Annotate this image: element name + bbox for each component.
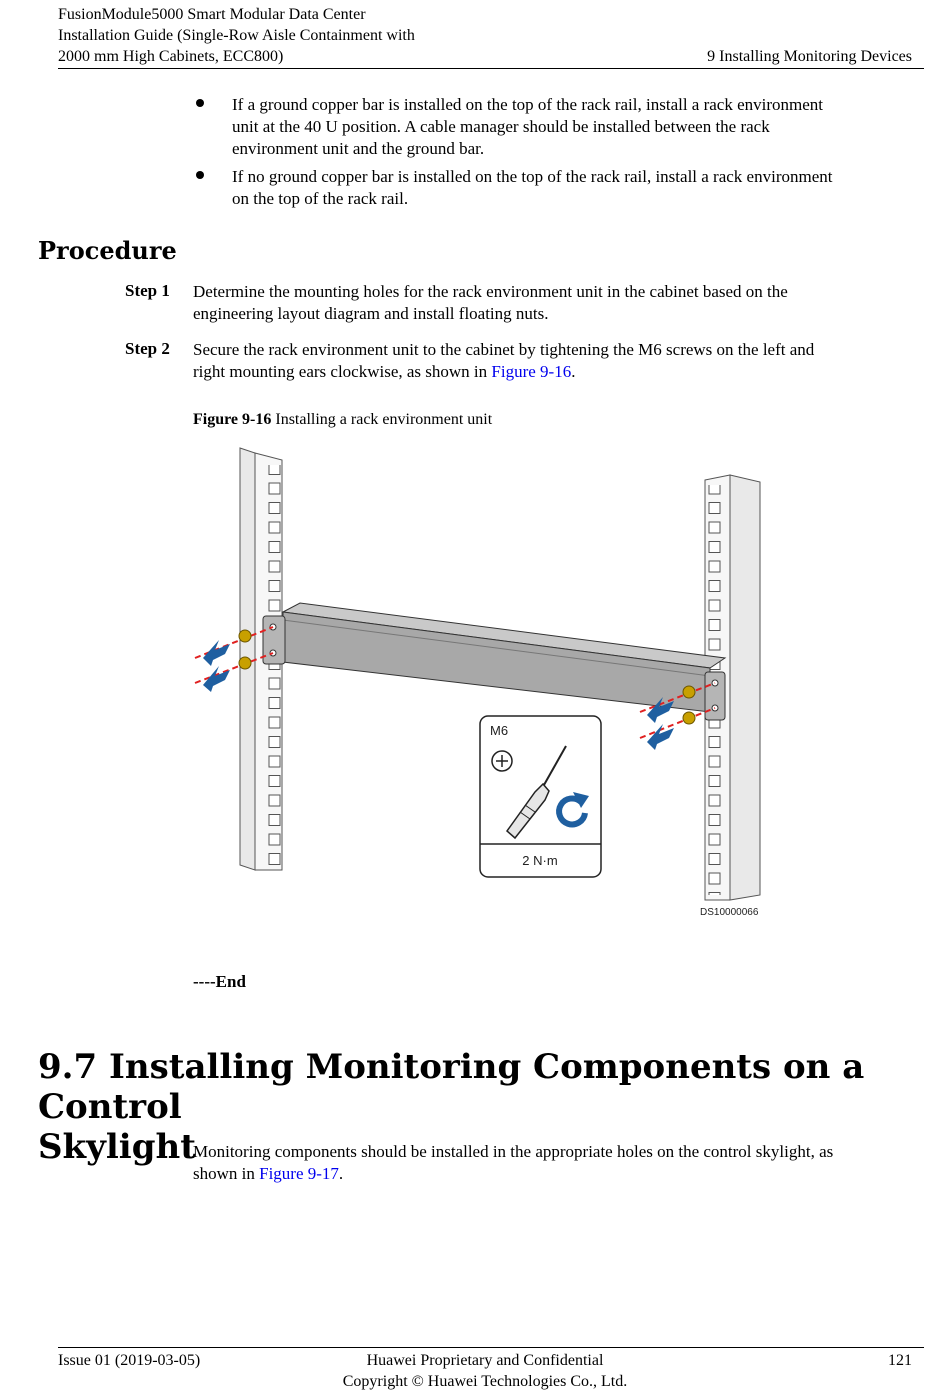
torque-label: 2 N·m [522, 853, 558, 868]
step-2-line-1: Secure the rack environment unit to the cabinet by tightening the M6 screws on the left and [193, 340, 815, 359]
step-1-label: Step 1 [125, 281, 170, 300]
bullet-2-line-1: If no ground copper bar is installed on the top of the rack rail, install a rack environment [232, 167, 833, 186]
rack-environment-unit [263, 603, 725, 720]
footer-copyright: Copyright © Huawei Technologies Co., Ltd. [342, 1373, 628, 1390]
figure-caption [193, 411, 492, 429]
footer-center [0, 1350, 950, 1392]
step-2-line-2-text: right mounting ears clockwise, as shown in [193, 362, 492, 381]
bullet-item-2 [232, 166, 922, 210]
figure-9-16-link[interactable]: Figure 9-16 [491, 362, 572, 381]
bullet-dot [196, 171, 204, 179]
left-arrows [203, 640, 230, 692]
bullet-2-line-2: on the top of the rack rail. [232, 189, 409, 208]
footer-issue: Issue 01 (2019-03-05) [58, 1352, 201, 1369]
rack-installation-figure [185, 440, 785, 925]
screw-size-label: M6 [490, 723, 509, 738]
step-2-line-2-period: . [571, 362, 576, 381]
step-1-line-1: Determine the mounting holes for the rack environment unit in the cabinet based on the [193, 282, 788, 301]
footer-rule [58, 1347, 924, 1348]
step-1-line-2: engineering layout diagram and install floating nuts. [193, 304, 549, 323]
header-doc-title [58, 4, 415, 67]
step-1-text [193, 281, 913, 325]
procedure-heading: Procedure [38, 236, 177, 265]
footer-page-number: 121 [888, 1352, 912, 1369]
section-heading-line-1: 9.7 Installing Monitoring Components on a Control [38, 1047, 865, 1127]
bullet-1-line-3: environment unit and the ground bar. [232, 139, 485, 158]
figure-caption-text: Installing a rack environment unit [271, 411, 493, 428]
header-rule [58, 68, 924, 69]
header-chapter: 9 Installing Monitoring Devices [707, 48, 912, 65]
bullet-item-1 [232, 94, 922, 160]
header-line-1: FusionModule5000 Smart Modular Data Center [58, 6, 366, 23]
step-2-line-2 [193, 361, 913, 383]
header-line-2: Installation Guide (Single-Row Aisle Containment with [58, 27, 415, 44]
section-heading-line-2: Skylight [38, 1127, 196, 1167]
torque-callout [480, 716, 601, 877]
section-paragraph-period: . [338, 1164, 344, 1183]
end-marker: ----End [193, 972, 246, 991]
section-paragraph [193, 1141, 918, 1185]
drawing-id: DS10000066 [700, 907, 759, 918]
bullet-1-line-1: If a ground copper bar is installed on the top of the rack rail, install a rack environment [232, 95, 824, 114]
step-2-text [193, 339, 913, 383]
step-2-label: Step 2 [125, 339, 170, 358]
bullet-1-line-2: unit at the 40 U position. A cable manager should be installed between the rack [232, 117, 770, 136]
figure-caption-label: Figure 9-16 [193, 411, 272, 428]
section-paragraph-text: shown in [193, 1164, 260, 1183]
figure-9-17-link[interactable]: Figure 9-17 [259, 1164, 339, 1183]
bullet-dot [196, 99, 204, 107]
footer-proprietary: Huawei Proprietary and Confidential [366, 1352, 604, 1369]
section-paragraph-line-1: Monitoring components should be installed in the appropriate holes on the control skylight, as [193, 1142, 834, 1161]
section-paragraph-line-2 [193, 1163, 918, 1185]
header-line-3: 2000 mm High Cabinets, ECC800) [58, 48, 284, 65]
